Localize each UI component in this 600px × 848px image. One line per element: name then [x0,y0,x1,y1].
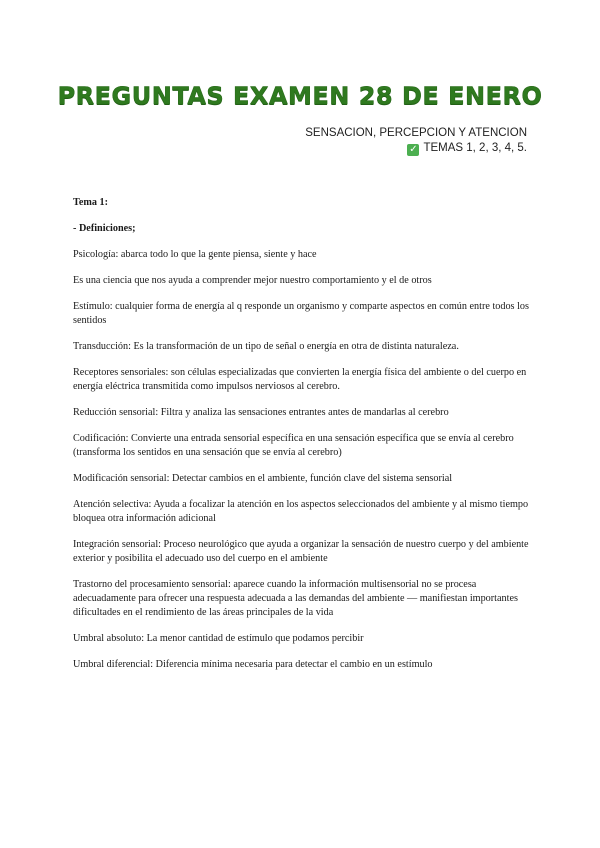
paragraph-umbral-absoluto: Umbral absoluto: La menor cantidad de estímulo que podamos percibir [73,633,364,644]
paragraph-reduccion: Reducción sensorial: Filtra y analiza las sensaciones entrantes antes de mandarlas al cerebro [73,407,449,418]
paragraph-umbral-diferencial: Umbral diferencial: Diferencia mínima necesaria para detectar el cambio en un estímulo [73,659,433,670]
paragraph-transduccion: Transducción: Es la transformación de un tipo de señal o energía en otra de distinta naturaleza. [73,341,459,352]
paragraph-ciencia: Es una ciencia que nos ayuda a comprender mejor nuestro comportamiento y el de otros [73,275,432,286]
subtitle-block [305,126,527,156]
paragraph-receptores: Receptores sensoriales: son células especializadas que convierten la energía física del ambiente o del cuerpo en energía eléctrica transmitida como impulsos nerviosos al cerebro. [73,367,527,392]
subtitle-temas: TEMAS 1, 2, 3, 4, 5. [423,142,527,154]
tema-heading: Tema 1: [73,197,108,208]
document-body [73,196,533,684]
paragraph-psicologia: Psicología: abarca todo lo que la gente piensa, siente y hace [73,249,317,260]
paragraph-codificacion: Codificación: Convierte una entrada sensorial específica en una sensación específica que se envía al cerebro (transforma los sentidos en una sensación que se envía al cerebro) [73,433,514,458]
paragraph-modificacion: Modificación sensorial: Detectar cambios en el ambiente, función clave del sistema sensorial [73,473,453,484]
page-title: PREGUNTAS EXAMEN 28 DE ENERO [57,82,543,110]
subtitle-temas-line [305,141,527,156]
subtitle-topic: SENSACION, PERCEPCION Y ATENCION [305,127,527,139]
paragraph-trastorno: Trastorno del procesamiento sensorial: aparece cuando la información multisensorial no se procesa adecuadamente para ofrecer una respuesta adecuada a las demandas del ambiente — manifiestan importantes dificultades en el rendimiento de las áreas principales de la vida [73,579,518,618]
check-mark-icon: ✓ [409,144,418,155]
definitions-heading: - Definiciones; [73,223,136,234]
paragraph-atencion: Atención selectiva: Ayuda a focalizar la atención en los aspectos seleccionados del ambiente y al mismo tiempo bloquea otra información adicional [73,499,529,524]
paragraph-estimulo: Estímulo: cualquier forma de energía al q responde un organismo y comparte aspectos en común entre todos los sentidos [73,301,529,326]
paragraph-integracion: Integración sensorial: Proceso neurológico que ayuda a organizar la sensación de nuestro cuerpo y del ambiente exterior y posibilita el adecuado uso del cuerpo en el ambiente [73,539,529,564]
